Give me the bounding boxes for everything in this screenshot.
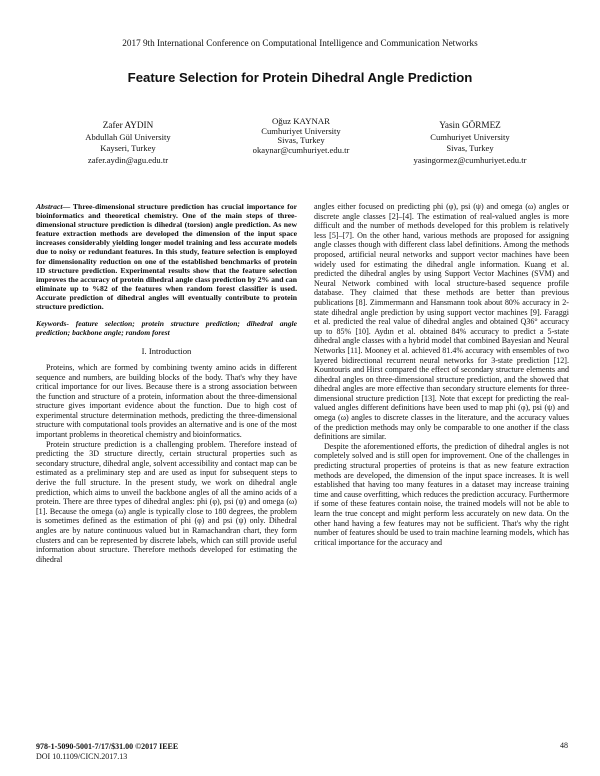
abstract-text: Three-dimensional structure prediction has crucial importance for bioinformatics and theoretical chemistry. One of the main steps of three-dimensional structure prediction is dihedral (torsion) angle prediction. As new feature extraction methods are developed the dimension of the input space increases considerably yielding longer model training and less accurate models due to noisy or redundant features. In this study, feature selection is employed for dimensionality reduction on one of the established benchmarks of protein 1D structure prediction. Experimental results show that the feature selection improves the accuracy of protein dihedral angle class prediction by 2% and can eliminate up to %82 of the features when random forest classifier is used. Accurate prediction of dihedral angles will eventually contribute to protein structure prediction.	[36, 202, 297, 312]
paragraph: angles either focused on predicting phi (φ), psi (ψ) and omega (ω) angles or discrete angle classes [2]–[4]. The estimation of real-valued angles is more difficult and the number of methods developed for this problem is relatively less [5]–[7]. On the other hand, various methods are proposed for assigning angle classes though with different class label definitions. Among the methods proposed, artificial neural networks and support vector machines have been widely used for estimating the dihedral angle information. Kuang et al. predicted the dihedral angles by using Support Vector Machines (SVM) and Neural Network combined with local structure-based sequence profile database. They claimed that these methods are better than previous publications [8]. Zimmermann and Hansmann took about 80% accuracy in 2-state dihedral angle prediction by using support vector machines [9]. Faraggi et al. predicted the real value of dihedral angles and obtained Q36° accuracy up to 85% [10]. Aydın et al. obtained 84% accuracy to predict a 5-state dihedral angle classes with a hybrid model that combined Bayesian and Neural Networks [11]. Mooney et al. achieved 81.4% accuracy with ensembles of two layered bidirectional recurrent neural networks for 3-state prediction [12]. Kountouris and Hirst compared the effect of secondary structure elements and dihedral angles on three-dimensional structure prediction, and the showed that dihedral angles are more effective than secondary structure elements for three-dimensional structure prediction [13]. Note that except for predicting the real-valued angles different definitions have been used to map phi (φ), psi (ψ) and omega (ω) angles to discrete classes in the literature, and the accuracy values of the prediction methods may only be comparable to one another if the class definitions are similar.	[314, 202, 569, 442]
keywords: Keywords- feature selection; protein structure prediction; dihedral angle prediction; backbone angle; random forest	[36, 319, 297, 338]
author-location: Kayseri, Turkey	[100, 143, 156, 154]
author-affiliation: Cumhuriyet University	[430, 131, 510, 142]
footer-doi: DOI 10.1109/CICN.2017.13	[36, 751, 128, 761]
paper-title: Feature Selection for Protein Dihedral Angle Prediction	[127, 70, 473, 85]
author-name: Oğuz KAYNAR	[271, 116, 331, 126]
paragraph: Protein structure prediction is a challenging problem. Therefore instead of predicting the 3D structure directly, certain structural properties such as secondary structure, dihedral angle, solvent accessibility and contact map can be estimated as a preliminary step and are used as input for subsequent steps to derive the full structure. In the present study, we work on dihedral angle prediction, which aims to unveil the backbone angles of all the amino acids of a protein. There are three types of dihedral angles: phi (φ), psi (ψ) and omega (ω) [1]. Because the omega (ω) angle is typically close to 180 degrees, the problem is sometimes defined as the estimation of phi (φ) and psi (ψ) only. Dihedral angles are by nature continuous valued but in Ramachandran chart, they form clusters and can be represented by discrete labels, which can still provide useful information about structure. Therefore methods developed for estimating the dihedral	[36, 439, 297, 564]
abstract-label: Abstract—	[36, 202, 71, 211]
conference-header: 2017 9th International Conference on Computational Intelligence and Communication Networks	[122, 38, 478, 48]
paragraph: Despite the aforementioned efforts, the prediction of dihedral angles is not completely solved and is still open for improvement. One of the challenges in predicting structural properties of proteins is that as new feature extraction methods are developed, the dimension of the input space increases. It is well established that having too many features in a dataset may increase training time and cause overfitting, which reduces the prediction accuracy. Furthermore if some of these features contain noise, the trained models will not be able to learn the true concept and might perform less accurately on new data. On the other hand having a few features may not be sufficient. That's why the right number of features should be used to train machine learning models, which has critical importance for the accuracy and	[314, 441, 569, 547]
section-heading: I. Introduction	[141, 346, 192, 357]
author-email: yasingormez@cumhuriyet.edu.tr	[413, 154, 527, 165]
author-name: Yasin GÖRMEZ	[439, 120, 501, 130]
author-block-3	[380, 120, 560, 166]
author-affiliation: Cumhuriyet University	[261, 125, 341, 136]
author-location: Sivas, Turkey	[277, 135, 325, 146]
author-block-1	[38, 120, 218, 166]
right-column	[314, 202, 569, 547]
page-number: 48	[560, 741, 568, 750]
author-block-2	[211, 117, 391, 155]
footer-copyright	[36, 742, 178, 761]
paragraph: Proteins, which are formed by combining twenty amino acids in different sequence and numbers, are building blocks of the body. That's why they have critical importance for our lives. Because there is a strong association between the function and structure of a protein, information about the three-dimensional structure gives important evidence about the function. Due to high cost of experimental structure determination methods, predicting the three-dimensional structure with computational tools provides an alternative and is one of the most important problems in theoretical chemistry and bioinformatics.	[36, 362, 297, 440]
author-email: okaynar@cumhuriyet.edu.tr	[252, 144, 350, 155]
author-email: zafer.aydin@agu.edu.tr	[87, 154, 169, 165]
author-affiliation: Abdullah Gül University	[85, 131, 171, 142]
abstract	[36, 202, 297, 311]
author-name: Zafer AYDIN	[102, 120, 154, 130]
left-column	[36, 202, 297, 564]
footer-isbn: 978-1-5090-5001-7/17/$31.00 ©2017 IEEE	[36, 742, 179, 751]
author-location: Sivas, Turkey	[446, 143, 494, 154]
